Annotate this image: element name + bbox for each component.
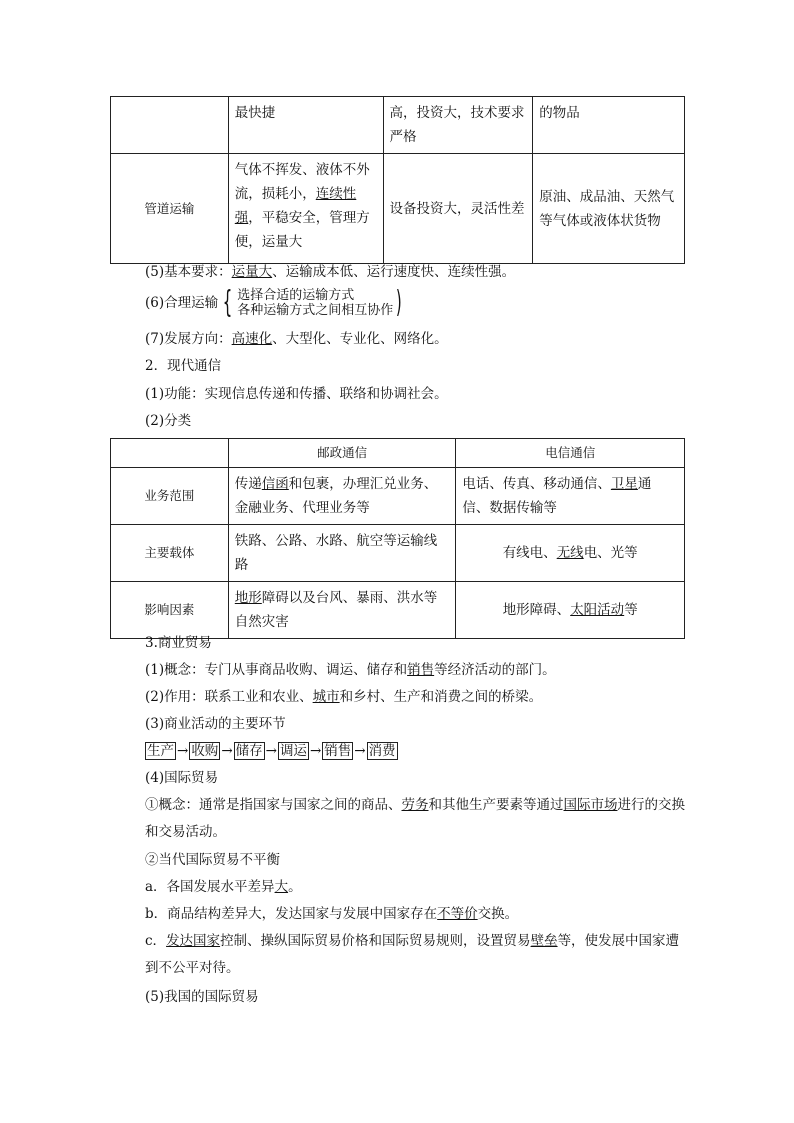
table-cell: 传递信函和包裹，办理汇兑业务、金融业务、代理业务等: [228, 468, 456, 525]
imbalance-title: ②当代国际贸易不平衡: [145, 852, 280, 868]
table-cell: [111, 97, 229, 154]
arrow-icon: →: [309, 743, 322, 759]
table-row: [111, 97, 685, 154]
imbalance-c: c．发达国家控制、操纵国际贸易价格和国际贸易规则，设置贸易壁垒等，使发展中国家遭到不公平对待。: [145, 933, 680, 976]
section-title-trade: 3.商业贸易: [145, 635, 212, 651]
table-cell: 高，投资大，技术要求严格: [383, 97, 533, 154]
telecom-classification: (2)分类: [145, 413, 192, 429]
arrow-icon: →: [177, 743, 189, 759]
trade-role: (2)作用：联系工业和农业、城市和乡村、生产和消费之间的桥梁。: [145, 689, 543, 705]
arrow-icon: →: [265, 743, 277, 759]
row-header: 影响因素: [111, 582, 229, 639]
flow-step: 消费: [368, 743, 396, 759]
table-row: [111, 154, 685, 264]
table-cell: 原油、成品油、天然气等气体或液体状货物: [533, 154, 685, 264]
column-header: 邮政通信: [228, 439, 456, 468]
flow-step: 储存: [235, 743, 263, 759]
table-cell: [111, 439, 229, 468]
table-header-row: [111, 439, 685, 468]
imbalance-a: a．各国发展水平差异大。: [145, 879, 302, 895]
table-row: [111, 582, 685, 639]
trade-concept: (1)概念：专门从事商品收购、调运、储存和销售等经济活动的部门。: [145, 662, 556, 678]
china-trade-title: (5)我国的国际贸易: [145, 989, 259, 1005]
table-cell: 地形障碍以及台风、暴雨、洪水等自然灾害: [228, 582, 456, 639]
flow-step: 收购: [191, 743, 219, 759]
table-cell: 气体不挥发、液体不外流，损耗小，连续性强，平稳安全，管理方便，运量大: [228, 154, 383, 264]
table-row: [111, 468, 685, 525]
intl-trade-concept: ①概念：通常是指国家与国家之间的商品、劳务和其他生产要素等通过国际市场进行的交换和交易活动。: [145, 797, 685, 840]
table-cell: 地形障碍、太阳活动等: [456, 582, 685, 639]
flow-step: 调运: [279, 743, 307, 759]
table-cell: 有线电、无线电、光等: [456, 525, 685, 582]
trade-links-title: (3)商业活动的主要环节: [145, 716, 286, 732]
row-header: 业务范围: [111, 468, 229, 525]
development-direction: (7)发展方向：高速化、大型化、专业化、网络化。: [145, 331, 448, 347]
table-row: [111, 525, 685, 582]
trade-flow: [145, 741, 398, 761]
table-cell: 最快捷: [228, 97, 383, 154]
basic-requirements: (5)基本要求：运量大、运输成本低、运行速度快、连续性强。: [145, 264, 516, 280]
telecom-function: (1)功能：实现信息传递和传播、联络和协调社会。: [145, 386, 448, 402]
rational-transport: (6)合理运输 { 选择合适的运输方式 各种运输方式之间相互协作 ): [145, 285, 403, 320]
table-cell: 的物品: [533, 97, 685, 154]
row-header: 管道运输: [111, 154, 229, 264]
table-cell: 电话、传真、移动通信、卫星通信、数据传输等: [456, 468, 685, 525]
flow-step: 生产: [147, 743, 174, 759]
table-cell: 铁路、公路、水路、航空等运输线路: [228, 525, 456, 582]
communication-table: [110, 438, 685, 639]
row-header: 主要载体: [111, 525, 229, 582]
table-cell: 设备投资大，灵活性差: [383, 154, 533, 264]
arrow-icon: →: [221, 743, 233, 759]
intl-trade-title: (4)国际贸易: [145, 770, 219, 786]
section-title-telecom: 2．现代通信: [145, 358, 222, 374]
flow-step: 销售: [324, 743, 352, 759]
transport-table: [110, 96, 685, 264]
column-header: 电信通信: [456, 439, 685, 468]
arrow-icon: →: [354, 743, 366, 759]
imbalance-b: b．商品结构差异大，发达国家与发展中国家存在不等价交换。: [145, 906, 519, 922]
